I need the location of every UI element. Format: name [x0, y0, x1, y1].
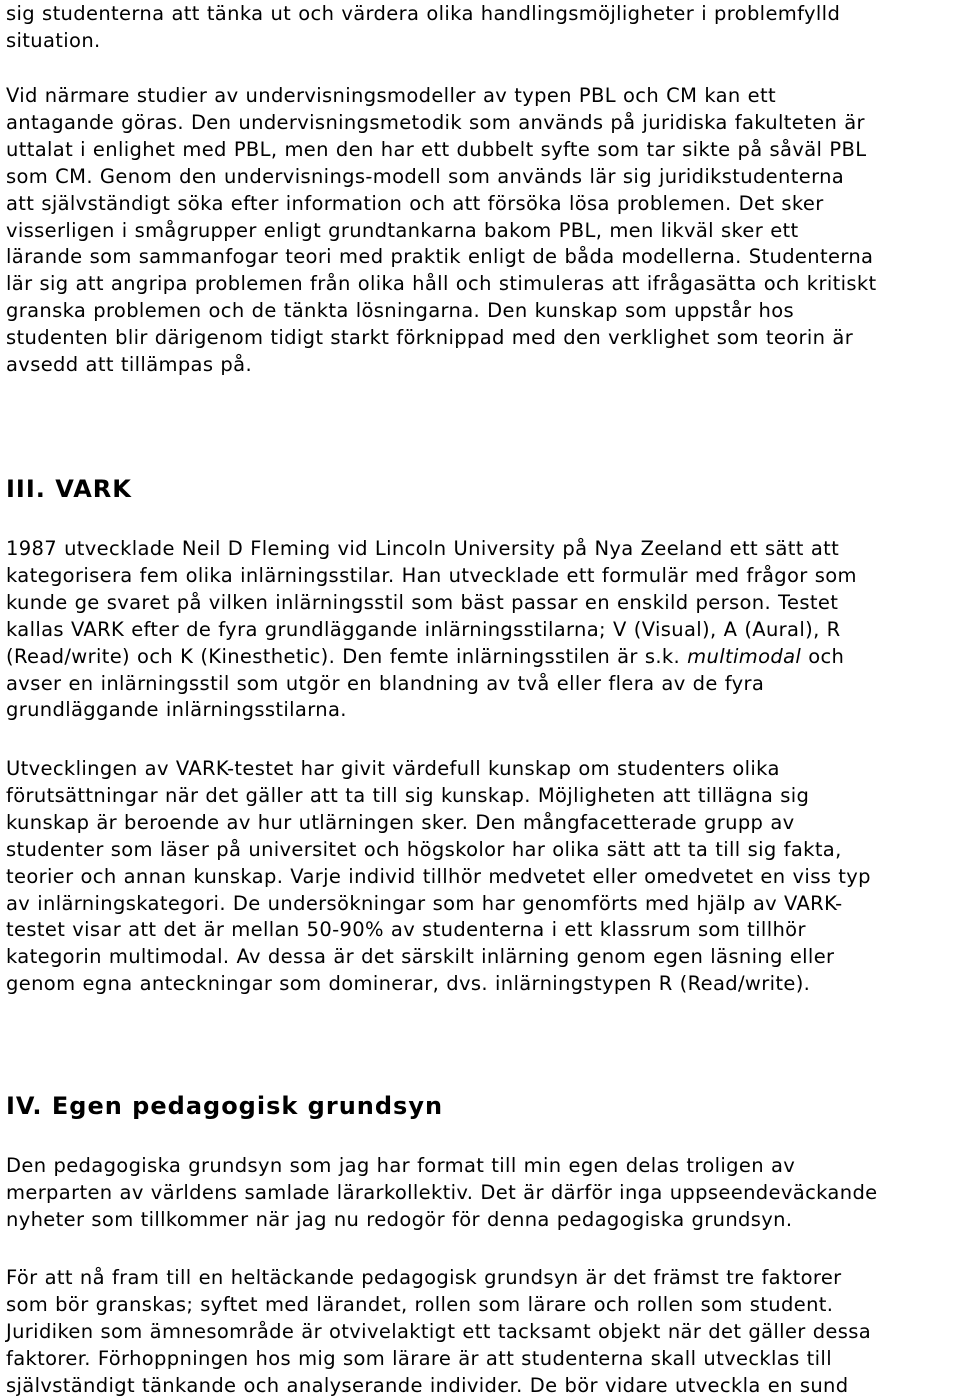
- vark-paragraph-1: [6, 536, 857, 724]
- grundsyn-paragraph-2: För att nå fram till en heltäckande pedagogisk grundsyn är det främst tre faktorer som bör granskas; syftet med lärandet, rollen som lärare och rollen som student. Juridiken som ämnesområde är otvivelaktigt ett tacksamt objekt när det gäller dessa faktorer. Förhoppningen hos mig som lärare är att studenterna skall utvecklas till självständigt tänkande och analyserande individer. De bör vidare utveckla en sund: [6, 1266, 872, 1397]
- section-heading-pedagogisk-grundsyn: IV. Egen pedagogisk grundsyn: [6, 1092, 444, 1120]
- intro-paragraph-2: Vid närmare studier av undervisningsmodeller av typen PBL och CM kan ett antagande göras. Den undervisningsmetodik som används på juridiska fakulteten är uttalat i enlighet med PBL, men den har ett dubbelt syfte som tar sikte på såväl PBL som CM. Genom den undervisnings-modell som används lär sig juridikstudenterna att självständigt söka efter information och att försöka lösa problemen. Det sker visserligen i smågrupper enligt grundtankarna bakom PBL, men likväl sker ett lärande som sammanfogar teori med praktik enligt de båda modellerna. Studenterna lär sig att angripa problemen från olika håll och stimuleras att ifrågasätta och kritiskt granska problemen och de tänkta lösningarna. Den kunskap som uppstår hos studenten blir därigenom tidigt starkt förknippad med den verklighet som teorin är avsedd att tillämpas på.: [6, 84, 877, 377]
- multimodal-term: multimodal: [687, 644, 802, 668]
- vark-paragraph-1-end: och avser en inlärningsstil som utgör en blandning av två eller flera av de fyra grundläggande inlärningsstilarna.: [6, 644, 845, 722]
- intro-paragraph-1: sig studenterna att tänka ut och värdera olika handlingsmöjligheter i problemfylld situation.: [6, 2, 841, 52]
- grundsyn-paragraph-1: Den pedagogiska grundsyn som jag har format till min egen delas troligen av merparten av världens samlade lärarkollektiv. Det är därför inga uppseendeväckande nyheter som tillkommer när jag nu redogör för denna pedagogiska grundsyn.: [6, 1154, 878, 1231]
- section-heading-vark: III. VARK: [6, 475, 132, 503]
- vark-paragraph-1-start: 1987 utvecklade Neil D Fleming vid Lincoln University på Nya Zeeland ett sätt att kategorisera fem olika inlärningsstilar. Han utvecklade ett formulär med frågor som kunde ge svaret på vilken inlärningsstil som bäst passar en enskild person. Testet kallas VARK efter de fyra grundläggande inlärningsstilarna; V (Visual), A (Aural), R (Read/write) och K (Kinesthetic). Den femte inlärningsstilen är s.k.: [6, 537, 857, 668]
- vark-paragraph-2: Utvecklingen av VARK-testet har givit värdefull kunskap om studenters olika förutsättningar när det gäller att ta till sig kunskap. Möjligheten att tillägna sig kunskap är beroende av hur utlärningen sker. Den mångfacetterade grupp av studenter som läser på universitet och högskolor har olika sätt att ta till sig fakta, teorier och annan kunskap. Varje individ tillhör medvetet eller omedvetet en viss typ av inlärningskategori. De undersökningar som har genomförts med hjälp av VARK- testet visar att det är mellan 50-90% av studenterna i ett klassrum som tillhör kategorin multimodal. Av dessa är det särskilt inlärning genom egen läsning eller genom egna anteckningar som dominerar, dvs. inlärningstypen R (Read/write).: [6, 757, 871, 996]
